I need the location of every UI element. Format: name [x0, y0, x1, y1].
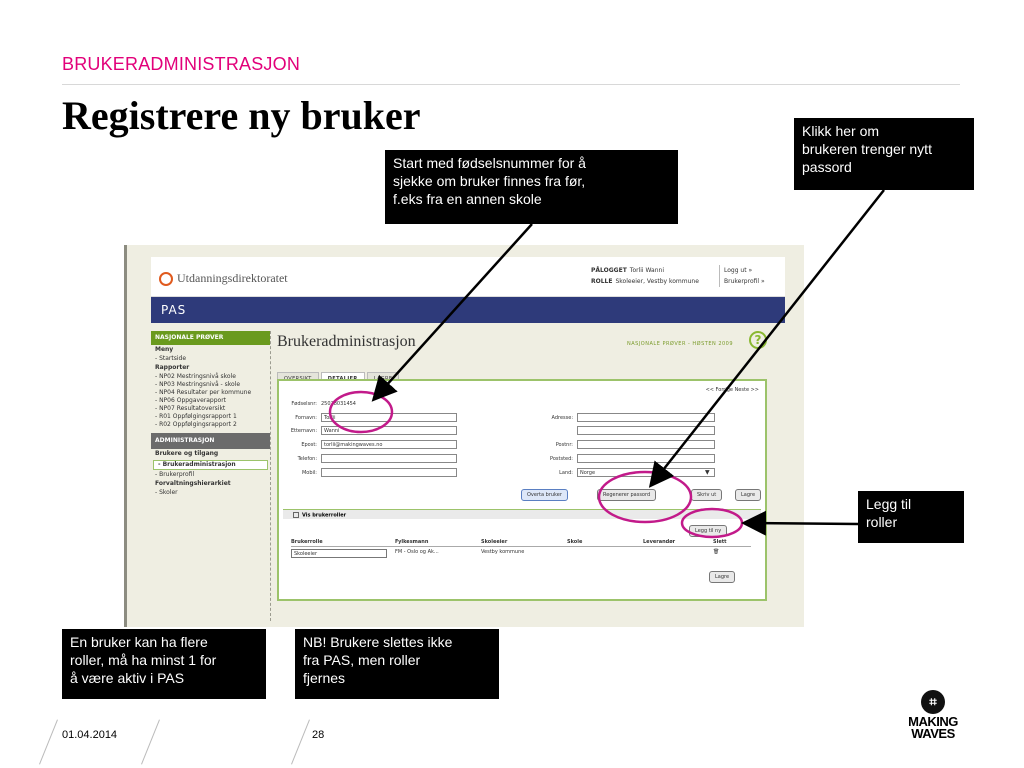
logged-in-label: PÅLOGGET: [591, 267, 627, 274]
regenerer-highlight: [599, 472, 691, 522]
col-slett: Slett: [713, 539, 727, 545]
sidebar-item-brukerprofil[interactable]: - Brukerprofil: [155, 471, 195, 478]
sidebar-group-brukere: Brukere og tilgang: [155, 450, 219, 457]
skriv-ut-button[interactable]: Skriv ut: [691, 489, 722, 501]
fornavn-field[interactable]: Torlii: [321, 413, 457, 422]
legg-til-highlight: [682, 509, 742, 537]
np-period-label: NASJONALE PRØVER - HØSTEN 2009: [627, 341, 734, 347]
col-leverandor: Leverandør: [643, 539, 676, 545]
fornavn-label: Fornavn:: [295, 415, 317, 421]
fodselsnr-value[interactable]: 25028031454: [321, 401, 356, 407]
etternavn-label: Etternavn:: [290, 428, 317, 434]
sidebar-group-forvaltning: Forvaltningshierarkiet: [155, 480, 231, 487]
callout-line: roller, må ha minst 1 for: [70, 652, 217, 668]
sidebar-item-startside[interactable]: - Startside: [155, 355, 187, 362]
role-label: ROLLE: [591, 278, 613, 285]
col-skole: Skole: [567, 539, 583, 545]
cell-fylkesmann: FM - Oslo og Ak...: [395, 549, 439, 555]
arrow-roller: [746, 523, 858, 524]
sidebar-group-rapporter: Rapporter: [155, 364, 190, 371]
mobil-label: Mobil:: [301, 470, 317, 476]
sidebar-item-np07[interactable]: - NP07 Resultatoversikt: [155, 405, 226, 412]
callout-line: fra PAS, men roller: [303, 652, 421, 668]
adresse-label: Adresse:: [551, 415, 573, 421]
callout-line: roller: [866, 514, 898, 530]
cell-skoleeier: Vestby kommune: [481, 549, 525, 555]
making-waves-logo: [900, 690, 966, 740]
making-waves-line2: WAVES: [911, 726, 955, 741]
overta-bruker-button[interactable]: Overta bruker: [521, 489, 568, 501]
epost-label: Epost:: [301, 442, 317, 448]
sidebar-item-skoler[interactable]: - Skoler: [155, 489, 178, 496]
epost-field[interactable]: torlii@makingwaves.no: [321, 440, 457, 449]
col-brukerrolle: Brukerrolle: [291, 539, 323, 545]
sidebar-item-r01[interactable]: - R01 Oppfølgingsrapport 1: [155, 413, 237, 420]
callout-line: sjekke om bruker finnes fra før,: [393, 173, 586, 189]
postnr-label: Postnr:: [555, 442, 573, 448]
page-number: 28: [312, 729, 325, 741]
vis-brukerroller-label: Vis brukerroller: [302, 512, 347, 519]
sidebar-item-np06[interactable]: - NP06 Oppgaverapport: [155, 397, 227, 404]
profile-link[interactable]: Brukerprofil »: [724, 278, 765, 285]
sidebar-item-np02[interactable]: - NP02 Mestringsnivå skole: [155, 373, 236, 380]
fodselsnr-label: Fødselsnr:: [291, 401, 317, 407]
land-label: Land:: [559, 470, 573, 476]
lagre-roller-button[interactable]: Lagre: [709, 571, 735, 583]
sidebar-item-np04[interactable]: - NP04 Resultater per kommune: [155, 389, 252, 396]
chevron-down-icon[interactable]: ▼: [705, 469, 710, 476]
logout-link[interactable]: Logg ut »: [724, 267, 753, 274]
sidebar-head: NASJONALE PRØVER: [151, 331, 270, 345]
help-icon[interactable]: ?: [749, 331, 767, 349]
sidebar-item-np03[interactable]: - NP03 Mestringsnivå - skole: [155, 381, 241, 388]
callout-line: Legg til: [866, 496, 912, 512]
fodselsnr-highlight: [330, 392, 392, 432]
callout-line: å være aktiv i PAS: [70, 670, 185, 686]
app-bar: PAS: [151, 297, 785, 323]
making-waves-icon: ⌗: [921, 690, 945, 714]
callout-line: passord: [802, 159, 852, 175]
lagre-button[interactable]: Lagre: [735, 489, 761, 501]
regenerer-passord-button[interactable]: Regenerer passord: [597, 489, 656, 501]
sidebar-group-meny: Meny: [155, 346, 174, 353]
telefon-label: Telefon:: [297, 456, 317, 462]
col-skoleeier: Skoleeier: [481, 539, 508, 545]
sidebar-admin-head: ADMINISTRASJON: [151, 433, 270, 449]
callout-line: fjernes: [303, 670, 346, 686]
footer-date: 01.04.2014: [62, 729, 118, 741]
callout-line: f.eks fra en annen skole: [393, 191, 542, 207]
callout-line: Klikk her om: [802, 123, 880, 139]
logged-in-value: Torlii Wanni: [629, 267, 664, 274]
section-label: BRUKERADMINISTRASJON: [62, 54, 301, 74]
slide-title: Registrere ny bruker: [62, 93, 421, 138]
legg-til-ny-button[interactable]: Legg til ny: [689, 525, 727, 537]
brukerrolle-select[interactable]: Skoleeier: [291, 549, 387, 558]
arrow-fodselsnr: [375, 224, 532, 398]
trash-icon[interactable]: 🗑: [713, 549, 720, 555]
callout-line: brukeren trenger nytt: [802, 141, 932, 157]
role-value: Skoleeier, Vestby kommune: [615, 278, 699, 285]
sidebar-item-brukeradministrasjon[interactable]: - Brukeradministrasjon: [153, 460, 268, 470]
udir-logo-text: Utdanningsdirektoratet: [177, 271, 288, 285]
col-fylkesmann: Fylkesmann: [395, 539, 429, 545]
sidebar-item-r02[interactable]: - R02 Oppfølgingsrapport 2: [155, 421, 237, 428]
etternavn-field[interactable]: Wanni: [321, 426, 457, 435]
callout-line: Start med fødselsnummer for å: [393, 155, 586, 171]
callout-line: En bruker kan ha flere: [70, 634, 208, 650]
making-waves-line1: MAKING: [908, 714, 958, 729]
paging-links[interactable]: << Forrige Neste >>: [705, 387, 759, 393]
callout-line: NB! Brukere slettes ikke: [303, 634, 453, 650]
poststed-label: Poststed:: [550, 456, 573, 462]
arrow-passord: [652, 190, 884, 484]
land-select[interactable]: Norge: [577, 468, 715, 477]
page-title: Brukeradministrasjon: [277, 333, 416, 350]
